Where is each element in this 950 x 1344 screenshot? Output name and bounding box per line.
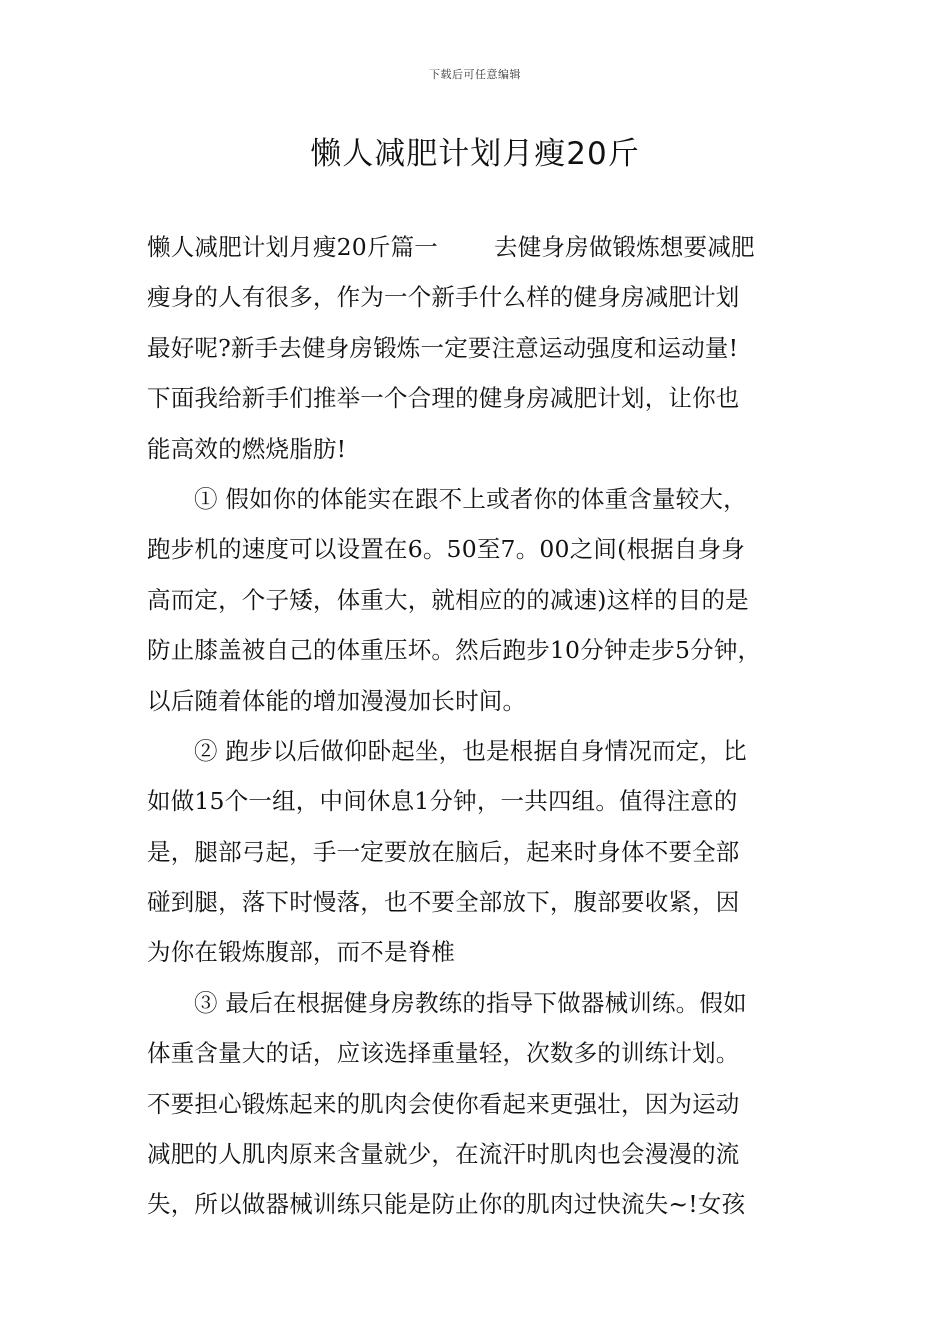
- paragraph-2-line-1: ① 假如你的体能实在跟不上或者你的体重含量较大，: [194, 484, 747, 513]
- paragraph-3-line-1: ② 跑步以后做仰卧起坐，也是根据自身情况而定，比: [194, 736, 747, 765]
- paragraph-1-line-5: 能高效的燃烧脂肪!: [147, 434, 347, 463]
- paragraph-2-line-3: 高而定，个子矮，体重大，就相应的的减速)这样的目的是: [147, 585, 749, 614]
- document-body: [147, 222, 823, 1230]
- paragraph-4-line-4: 减肥的人肌肉原来含量就少，在流汗时肌肉也会漫漫的流: [147, 1140, 740, 1169]
- paragraph-3-line-5: 为你在锻炼腹部，而不是脊椎: [147, 938, 456, 967]
- section-heading: 懒人减肥计划月瘦20斤篇一: [147, 233, 439, 261]
- paragraph-2-line-5: 以后随着体能的增加漫漫加长时间。: [147, 686, 527, 715]
- document-title: 懒人减肥计划月瘦20斤: [310, 136, 640, 172]
- paragraph-4-line-3: 不要担心锻炼起来的肌肉会使你看起来更强壮，因为运动: [147, 1089, 740, 1118]
- header-note: 下载后可任意编辑: [429, 68, 521, 81]
- paragraph-4-line-5: 失，所以做器械训练只能是防止你的肌肉过快流失~!女孩: [147, 1190, 746, 1219]
- paragraph-1-line-4: 下面我给新手们推举一个合理的健身房减肥计划，让你也: [147, 384, 740, 413]
- paragraph-1-line-2: 瘦身的人有很多，作为一个新手什么样的健身房减肥计划: [147, 283, 740, 312]
- paragraph-3-line-4: 碰到腿，落下时慢落，也不要全部放下，腹部要收紧，因: [147, 888, 740, 917]
- paragraph-4-line-2: 体重含量大的话，应该选择重量轻，次数多的训练计划。: [147, 1039, 740, 1068]
- paragraph-1-line-1: [147, 222, 823, 272]
- paragraph-2-line-2: 跑步机的速度可以设置在6。50至7。00之间(根据自身身: [147, 535, 745, 564]
- paragraph-text: 去健身房做锻炼想要减肥: [494, 233, 755, 261]
- paragraph-2-line-4: 防止膝盖被自己的体重压坏。然后跑步10分钟走步5分钟，: [147, 636, 762, 665]
- paragraph-3-line-3: 是，腿部弓起，手一定要放在脑后，起来时身体不要全部: [147, 837, 740, 866]
- paragraph-1-line-3: 最好呢?新手去健身房锻炼一定要注意运动强度和运动量!: [147, 333, 739, 362]
- paragraph-4-line-1: ③ 最后在根据健身房教练的指导下做器械训练。假如: [194, 988, 747, 1017]
- paragraph-3-line-2: 如做15个一组，中间休息1分钟，一共四组。值得注意的: [147, 787, 738, 816]
